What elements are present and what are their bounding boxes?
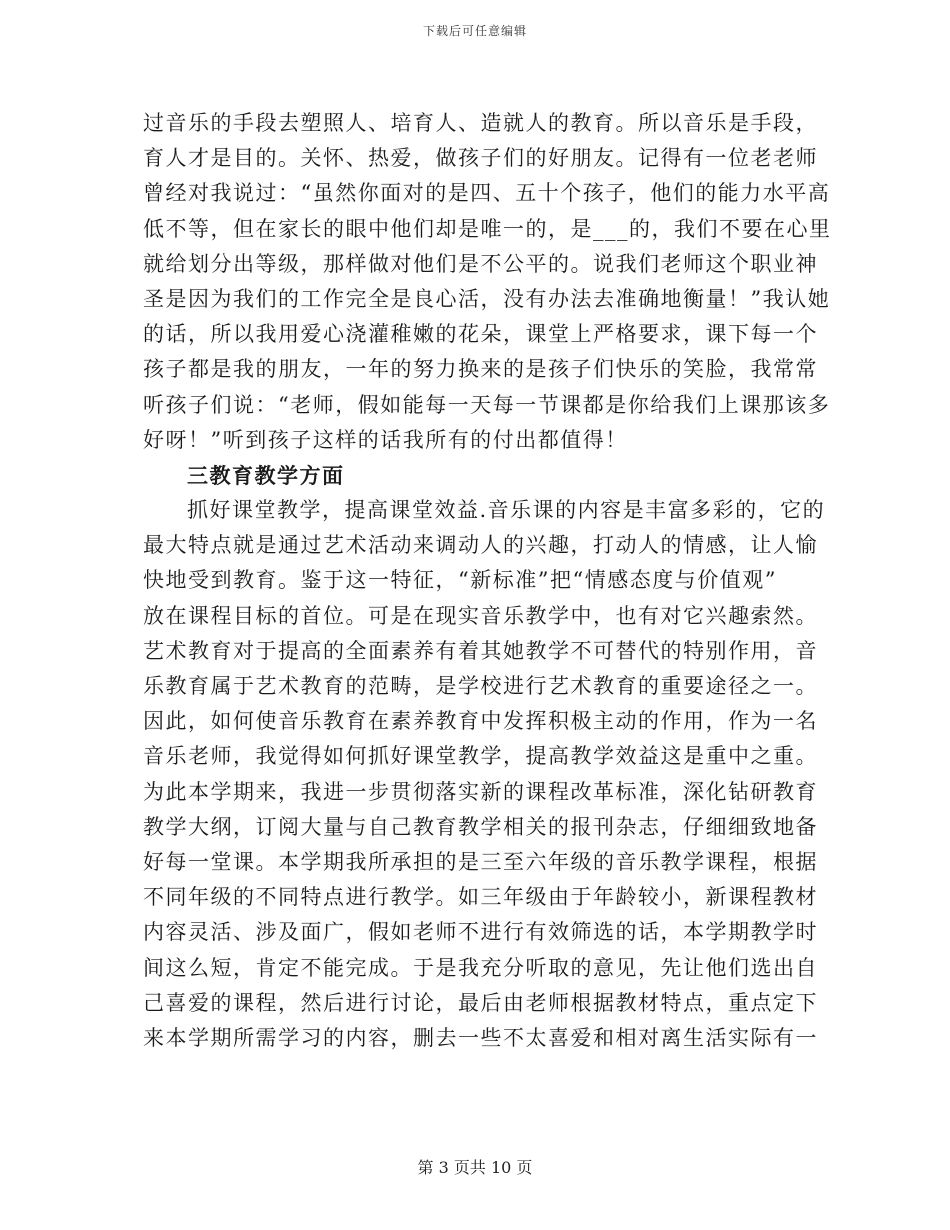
paragraph-line: 放在课程目标的首位。可是在现实音乐教学中，也有对它兴趣索然。 [143,603,818,628]
paragraph-line: 间这么短，肯定不能完成。于是我充分听取的意见，先让他们选出自 [143,955,818,980]
paragraph-line: 教学大纲，订阅大量与自己教育教学相关的报刊杂志，仔细细致地备 [143,814,818,839]
paragraph-line: 来本学期所需学习的内容，删去一些不太喜爱和相对离生活实际有一 [143,1025,818,1050]
paragraph-line: 好每一堂课。本学期我所承担的是三至六年级的音乐教学课程，根据 [143,849,818,874]
paragraph-line: 孩子都是我的朋友，一年的努力换来的是孩子们快乐的笑脸，我常常 [143,357,818,382]
paragraph-line: 低不等，但在家长的眼中他们却是唯一的，是___的，我们不要在心里 [143,216,832,241]
paragraph-line: 为此本学期来，我进一步贯彻落实新的课程改革标准，深化钻研教育 [143,779,818,804]
paragraph-line: 乐教育属于艺术教育的范畴，是学校进行艺术教育的重要途径之一。 [143,674,818,698]
paragraph-line: 育人才是目的。关怀、热爱，做孩子们的好朋友。记得有一位老老师 [143,146,818,171]
paragraph-line: 过音乐的手段去塑照人、培育人、造就人的教育。所以音乐是手段， [143,111,818,135]
paragraph-line: 好呀！”听到孩子这样的话我所有的付出都值得！ [143,427,628,452]
paragraph-line: 内容灵活、涉及面广，假如老师不进行有效筛选的话，本学期教学时 [143,920,818,945]
paragraph-line: 不同年级的不同特点进行教学。如三年级由于年龄较小，新课程教材 [143,885,818,910]
paragraph-line: 抓好课堂教学，提高课堂效益.音乐课的内容是丰富多彩的，它的 [187,498,826,523]
page-header: 下载后可任意编辑 [422,24,527,38]
paragraph-line: 就给划分出等级，那样做对他们是不公平的。说我们老师这个职业神 [143,251,818,276]
paragraph-line: 圣是因为我们的工作完全是良心活，没有办法去准确地衡量！”我认她 [143,286,831,311]
paragraph-line: 快地受到教育。鉴于这一特征，“新标准”把“情感态度与价值观” [143,568,777,593]
document-body [143,106,832,1056]
page-number: 第 3 页共 10 页 [417,1158,533,1177]
paragraph-line: 曾经对我说过：“虽然你面对的是四、五十个孩子，他们的能力水平高 [143,181,831,206]
paragraph-line: 己喜爱的课程，然后进行讨论，最后由老师根据教材特点，重点定下 [143,990,818,1015]
paragraph-line: 听孩子们说：“老师，假如能每一天每一节课都是你给我们上课那该多 [143,392,831,417]
paragraph-line: 音乐老师，我觉得如何抓好课堂教学，提高教学效益这是重中之重。 [143,744,818,769]
paragraph-line: 艺术教育对于提高的全面素养有着其她教学不可替代的特别作用，音 [143,638,818,663]
section-heading: 三教育教学方面 [187,462,345,488]
paragraph-line: 因此，如何使音乐教育在素养教育中发挥积极主动的作用，作为一名 [143,709,818,734]
paragraph-line: 的话，所以我用爱心浇灌稚嫩的花朵，课堂上严格要求，课下每一个 [143,322,818,347]
paragraph-line: 最大特点就是通过艺术活动来调动人的兴趣，打动人的情感，让人愉 [143,533,818,558]
